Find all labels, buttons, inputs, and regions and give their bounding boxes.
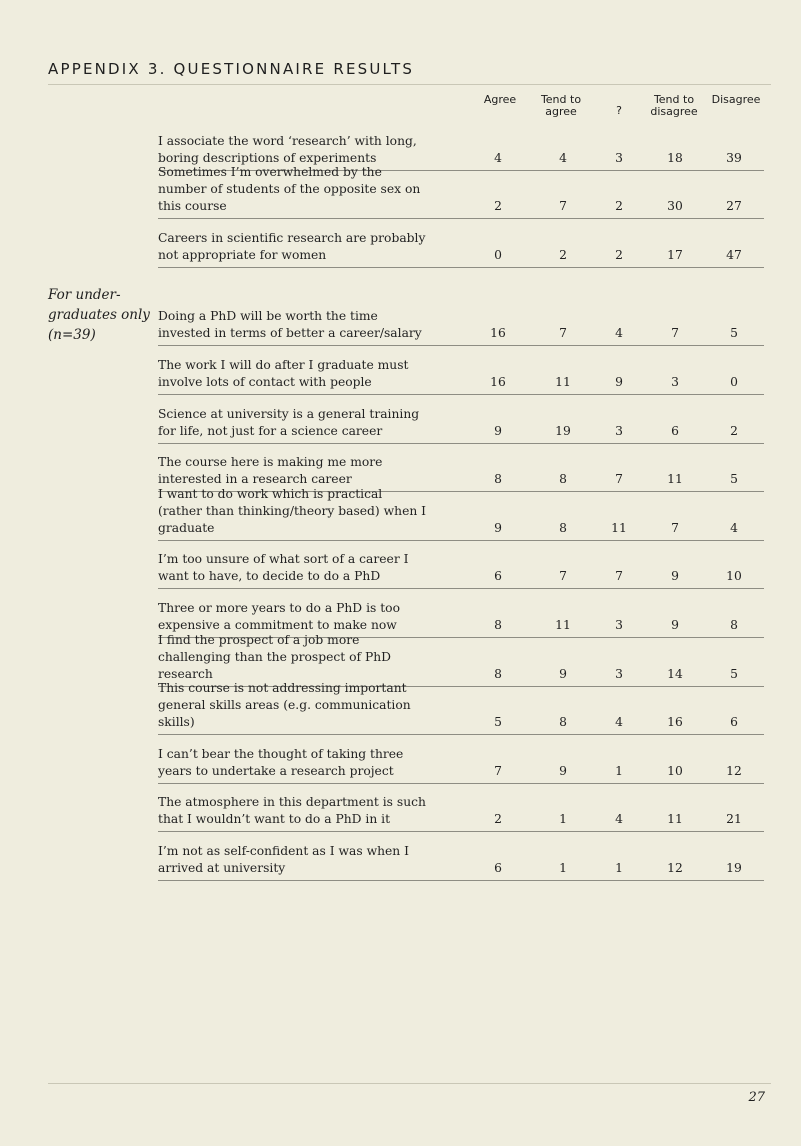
- question-text: Careers in scientific research are probably not appropriate for women: [158, 230, 426, 262]
- agree-count: 2: [494, 199, 502, 214]
- table-row: [158, 735, 764, 784]
- table-row: [158, 219, 764, 268]
- tend-to-disagree-count: 17: [667, 247, 683, 262]
- tend-to-agree-count: 1: [559, 860, 567, 875]
- question-text: Doing a PhD will be worth the time invested in terms of better a career/salary: [158, 309, 422, 341]
- unsure-count: 3: [615, 617, 623, 632]
- tend-to-disagree-count: 7: [671, 326, 679, 341]
- unsure-count: 4: [615, 326, 623, 341]
- unsure-count: 7: [615, 472, 623, 487]
- unsure-count: 4: [615, 812, 623, 827]
- table-row: [158, 486, 764, 541]
- question-text: I want to do work which is practical (rather than thinking/theory based) when I graduate: [158, 486, 427, 535]
- question-text: I’m too unsure of what sort of a career I want to have, to decide to do a PhD: [158, 552, 409, 584]
- header-disagree: Disagree: [711, 93, 761, 106]
- unsure-count: 2: [615, 199, 623, 214]
- unsure-count: 3: [615, 423, 623, 438]
- unsure-count: 7: [615, 569, 623, 584]
- header-unsure: ?: [616, 104, 622, 117]
- table-row: [158, 784, 764, 833]
- question-text: I associate the word ‘research’ with long, boring descriptions of experiments: [158, 133, 417, 165]
- question-text: Three or more years to do a PhD is too expensive a commitment to make now: [158, 600, 400, 632]
- agree-count: 4: [494, 150, 502, 165]
- disagree-count: 8: [730, 617, 738, 632]
- table-row: [158, 395, 764, 444]
- tend-to-agree-count: 9: [559, 763, 567, 778]
- header-agree: Agree: [483, 93, 517, 106]
- disagree-count: 6: [730, 715, 738, 730]
- agree-count: 6: [494, 569, 502, 584]
- question-text: I find the prospect of a job more challenging than the prospect of PhD research: [158, 632, 392, 681]
- title-rule: [48, 84, 771, 85]
- page-title: APPENDIX 3. QUESTIONNAIRE RESULTS: [48, 60, 415, 78]
- disagree-count: 21: [726, 812, 742, 827]
- question-text: I can’t bear the thought of taking three years to undertake a research project: [158, 746, 404, 778]
- table-row: [158, 165, 764, 220]
- question-text: The work I will do after I graduate must involve lots of contact with people: [158, 357, 409, 389]
- disagree-count: 0: [730, 374, 738, 389]
- tend-to-agree-count: 19: [555, 423, 571, 438]
- tend-to-disagree-count: 6: [671, 423, 679, 438]
- tend-to-agree-count: 8: [559, 520, 567, 535]
- tend-to-agree-count: 2: [559, 247, 567, 262]
- tend-to-agree-count: 7: [559, 326, 567, 341]
- tend-to-agree-count: 8: [559, 472, 567, 487]
- column-headers: [0, 94, 801, 122]
- footer-rule: [48, 1083, 771, 1084]
- disagree-count: 39: [726, 150, 742, 165]
- agree-count: 16: [490, 326, 506, 341]
- tend-to-agree-count: 9: [559, 666, 567, 681]
- disagree-count: 5: [730, 472, 738, 487]
- unsure-count: 1: [615, 763, 623, 778]
- agree-count: 8: [494, 666, 502, 681]
- tend-to-disagree-count: 11: [667, 812, 683, 827]
- disagree-count: 10: [726, 569, 742, 584]
- tend-to-disagree-count: 16: [667, 715, 683, 730]
- undergraduate-note: For under-graduates only (n=39): [48, 287, 150, 343]
- disagree-count: 12: [726, 763, 742, 778]
- agree-count: 8: [494, 617, 502, 632]
- unsure-count: 9: [615, 374, 623, 389]
- agree-count: 16: [490, 374, 506, 389]
- tend-to-disagree-count: 9: [671, 617, 679, 632]
- tend-to-agree-count: 11: [555, 374, 571, 389]
- disagree-count: 19: [726, 860, 742, 875]
- agree-count: 8: [494, 472, 502, 487]
- unsure-count: 1: [615, 860, 623, 875]
- question-text: This course is not addressing important general skills areas (e.g. communication skills): [158, 681, 411, 730]
- disagree-count: 4: [730, 520, 738, 535]
- table-row: [158, 541, 764, 590]
- tend-to-agree-count: 11: [555, 617, 571, 632]
- tend-to-disagree-count: 14: [667, 666, 683, 681]
- tend-to-disagree-count: 9: [671, 569, 679, 584]
- table-row: [158, 346, 764, 395]
- question-text: The course here is making me more interested in a research career: [158, 455, 383, 487]
- table-row: [158, 298, 764, 347]
- disagree-count: 5: [730, 326, 738, 341]
- agree-count: 0: [494, 247, 502, 262]
- disagree-count: 47: [726, 247, 742, 262]
- tend-to-agree-count: 7: [559, 199, 567, 214]
- unsure-count: 2: [615, 247, 623, 262]
- disagree-count: 5: [730, 666, 738, 681]
- disagree-count: 2: [730, 423, 738, 438]
- tend-to-disagree-count: 11: [667, 472, 683, 487]
- tend-to-agree-count: 4: [559, 150, 567, 165]
- tend-to-agree-count: 1: [559, 812, 567, 827]
- header-tend-to-agree: Tend to agree: [540, 93, 582, 118]
- tend-to-disagree-count: 12: [667, 860, 683, 875]
- agree-count: 9: [494, 423, 502, 438]
- unsure-count: 11: [611, 520, 627, 535]
- page-number: 27: [748, 1090, 765, 1105]
- tend-to-agree-count: 8: [559, 715, 567, 730]
- header-tend-to-disagree: Tend to disagree: [650, 93, 698, 118]
- tend-to-disagree-count: 3: [671, 374, 679, 389]
- unsure-count: 3: [615, 666, 623, 681]
- table-row: [158, 832, 764, 881]
- question-text: The atmosphere in this department is such that I wouldn’t want to do a PhD in it: [158, 795, 426, 827]
- agree-count: 6: [494, 860, 502, 875]
- unsure-count: 3: [615, 150, 623, 165]
- table-row: [158, 681, 764, 736]
- question-text: I’m not as self-confident as I was when I arrived at university: [158, 843, 409, 875]
- question-text: Science at university is a general training for life, not just for a science career: [158, 406, 420, 438]
- tend-to-agree-count: 7: [559, 569, 567, 584]
- unsure-count: 4: [615, 715, 623, 730]
- agree-count: 5: [494, 715, 502, 730]
- question-text: Sometimes I’m overwhelmed by the number of students of the opposite sex on this course: [158, 165, 421, 214]
- agree-count: 9: [494, 520, 502, 535]
- tend-to-disagree-count: 30: [667, 199, 683, 214]
- tend-to-disagree-count: 18: [667, 150, 683, 165]
- tend-to-disagree-count: 7: [671, 520, 679, 535]
- disagree-count: 27: [726, 199, 742, 214]
- tend-to-disagree-count: 10: [667, 763, 683, 778]
- results-table: [158, 122, 764, 881]
- agree-count: 7: [494, 763, 502, 778]
- agree-count: 2: [494, 812, 502, 827]
